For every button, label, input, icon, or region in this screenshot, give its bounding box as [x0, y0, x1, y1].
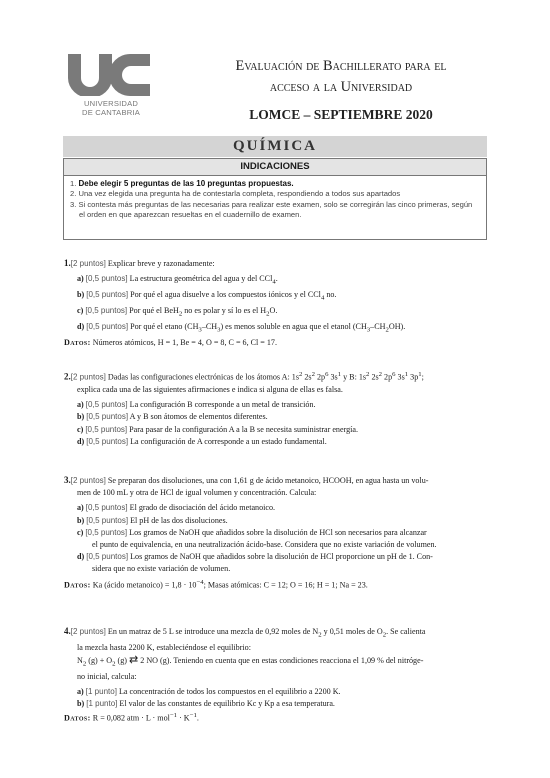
instructions-box	[63, 158, 487, 240]
instruction-item: 2. Una vez elegida una pregunta ha de contestarla completa, respondiendo a todos sus apartados	[70, 189, 401, 199]
university-name-line2: DE CANTABRIA	[82, 107, 140, 117]
equilibrium-arrow-icon: ⇄	[129, 654, 139, 667]
question-2: 2.[2 puntos] Dadas las configuraciones electrónicas de los átomos A: $1s^2$ $2s^2$ $2p^6$ $3s^1$ y B: $1s^2$ $2s^2$ $2p^6$ $3s^1$ $3p^1$; explica cada una de las siguientes afirmaciones e indica si alguna de ellas es falsa. a) [0,5 puntos] La configuración B corresponde a un metal de transición. b) [0,5 puntos] A y B son átomos de elementos diferentes. c) [0,5 puntos] Para pasar de la configuración A a la B se necesita suministrar energía. d) [0,5 puntos] La configuración de A corresponde a un estado fundamental.	[64, 371, 424, 446]
university-name-line1: UNIVERSIDAD	[83, 99, 139, 108]
subject-banner: QUÍMICA	[63, 136, 487, 157]
question-3: 3.[2 puntos] Se preparan dos disoluciones, una con 1,61 g de ácido metanoico, HCOOH, en agua hasta un volu- men de 100 mL y otra de HCl de igual volumen y concentración. Calcula: a) [0,5 puntos] El grado de disociación del ácido metanoico. b) [0,5 puntos] El pH de las dos disoluciones. c) [0,5 puntos] Los gramos de NaOH que añadidos sobre la disolución de HCl son necesarios para alcanzar el punto de equivalencia, en una neutralización ácido-base. Considera que no existe variación de volumen. d) [0,5 puntos] Los gramos de NaOH que añadidos sobre la disolución de HCl proporcione un pH de 1. Con- sidera que no existe variación de volumen. Datos: Ka (ácido metanoico) = $1,8 \cdot 10^{-4}$; Masas atómicas: C = 12; O = 16; H = 1; Na = 23.	[64, 475, 437, 590]
university-logo	[66, 52, 156, 117]
instruction-item: 1. Debe elegir 5 preguntas de las 10 preguntas propuestas.	[70, 179, 294, 188]
instructions-title: INDICACIONES	[64, 159, 486, 176]
uc-logo-icon	[66, 52, 152, 96]
exam-title	[196, 56, 486, 98]
question-4: 4.[2 puntos] En un matraz de 5 L se introduce una mezcla de 0,92 moles de $N_2$ y 0,51 moles de $O_2$. Se calienta la mezcla hasta 2200 K, estableciéndose el equilibrio: $N_2$ $(g) + O_2$ (g) ⇄ 2 NO (g). Teniendo en cuenta que en estas condiciones reacciona el 1,09 % del nitróge- no inicial, calcula: a) [1 punto] La concentración de todos los compuestos en el equilibrio a 2200 K. b) [1 punto] El valor de las constantes de equilibrio Kc y Kp a esa temperatura. Datos: R = 0,082 atm · $L \cdot mol^{-1} \cdot K^{-1}$.	[64, 626, 426, 724]
question-1: 1.[2 puntos] Explicar breve y razonadamente: a) [0,5 puntos] La estructura geométrica del agua y del CCl$_4$. b) [0,5 puntos] Por qué el agua disuelve a los compuestos iónicos y el CCl$_4$ no. c) [0,5 puntos] Por qué el BeH$_2$ no es polar y sí lo es el $H_2O$. d) [0,5 puntos] Por qué el etano $(CH_3-CH_3)$ es menos soluble en agua que el etanol $(CH_3-CH_2OH)$. Datos: Números atómicos, H = 1, Be = 4, O = 8, C = 6, Cl = 17.	[64, 258, 406, 348]
exam-session: LOMCE – SEPTIEMBRE 2020	[249, 107, 433, 122]
exam-title-line2: acceso a la Universidad	[269, 79, 413, 95]
exam-title-line1: Evaluación de Bachillerato para el	[235, 58, 447, 74]
instruction-item: 3. Si contesta más preguntas de las necesarias para realizar este examen, solo se corregirán las cinco primeras, según el orden en que aparezcan resueltas en el cuadernillo de examen.	[70, 199, 473, 219]
